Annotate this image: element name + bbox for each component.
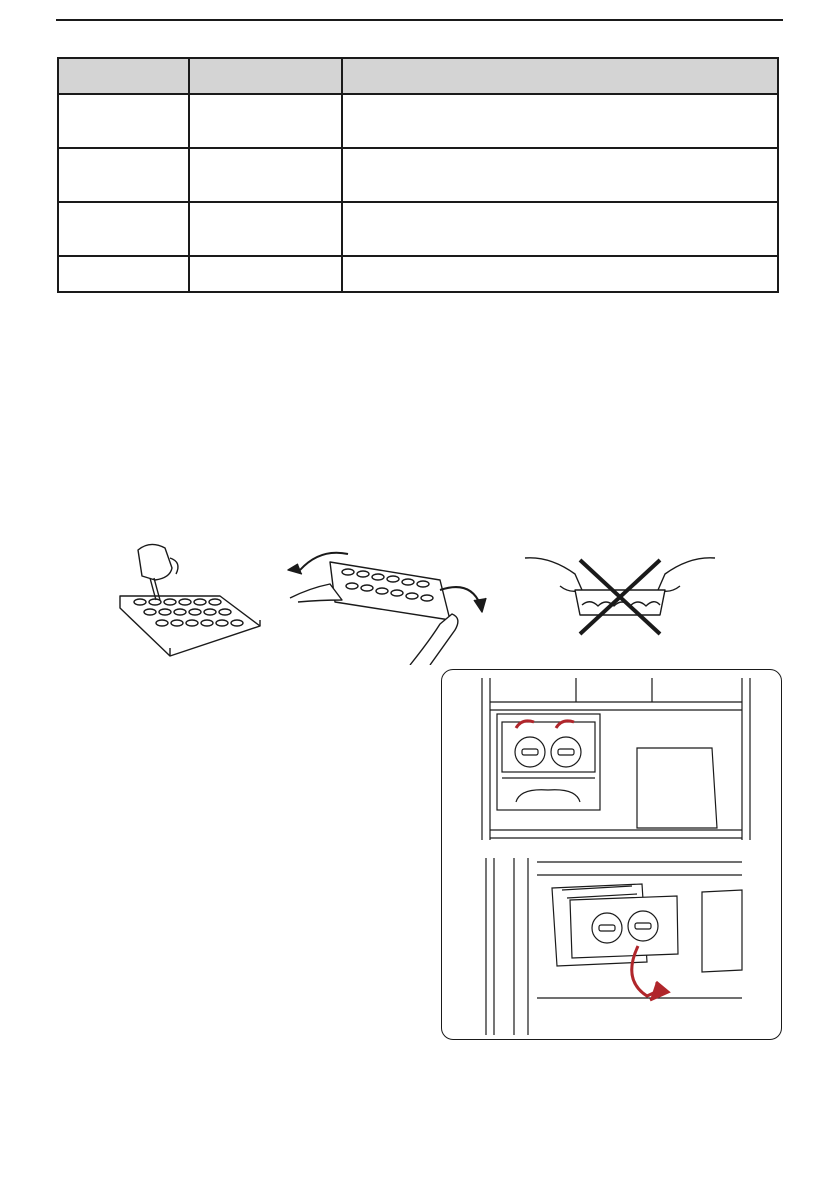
table-header-cell xyxy=(58,58,189,94)
table-cell xyxy=(58,148,189,202)
water-jug-pouring-icon xyxy=(110,538,270,658)
table-cell xyxy=(58,94,189,148)
ice-box-drawer-icon xyxy=(441,669,782,1040)
table-cell xyxy=(342,94,778,148)
table-cell xyxy=(342,148,778,202)
table-cell xyxy=(189,256,342,292)
spec-table xyxy=(57,57,779,293)
table-header-cell xyxy=(189,58,342,94)
table-cell xyxy=(58,202,189,256)
table-header-cell xyxy=(342,58,778,94)
table-cell xyxy=(189,148,342,202)
table-row xyxy=(58,202,778,256)
table-cell xyxy=(189,202,342,256)
no-squeeze-illustration xyxy=(520,550,720,640)
ice-box-open-illustration xyxy=(442,850,781,1039)
table-row xyxy=(58,148,778,202)
table-cell xyxy=(189,94,342,148)
table-cell xyxy=(58,256,189,292)
top-rule xyxy=(56,19,783,21)
table-row xyxy=(58,256,778,292)
ice-box-closed-illustration xyxy=(442,670,781,850)
table-cell xyxy=(342,202,778,256)
twist-tray-arrows-icon xyxy=(280,540,490,665)
table-cell xyxy=(342,256,778,292)
table-header-row xyxy=(58,58,778,94)
table-row xyxy=(58,94,778,148)
